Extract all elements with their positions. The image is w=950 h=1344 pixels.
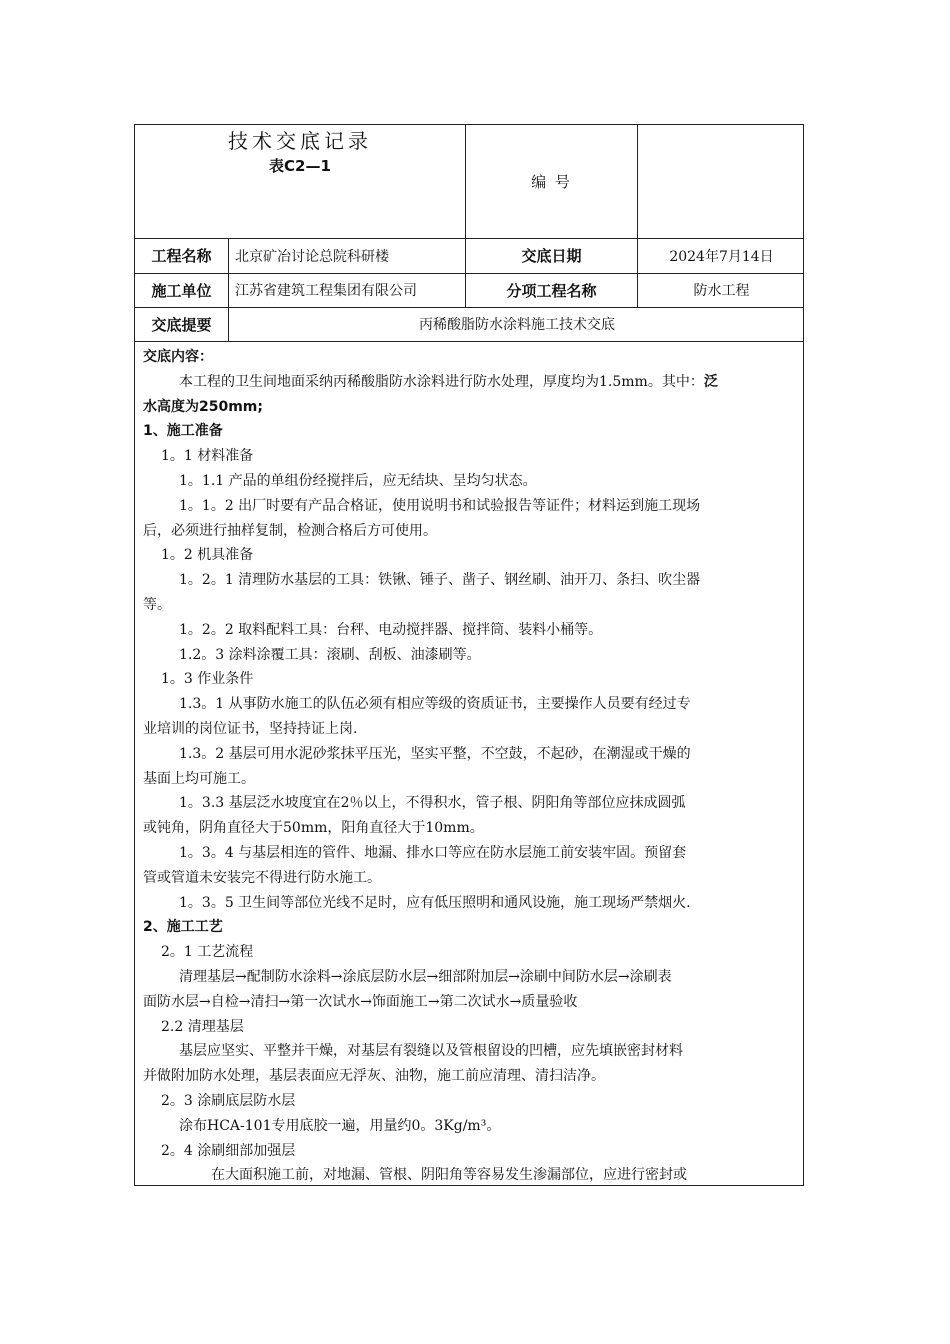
- paragraph: 1。1.1 产品的单组份经搅拌后，应无结块、呈均匀状态。: [179, 472, 537, 489]
- section-heading: 2、施工工艺: [143, 919, 223, 936]
- number-value: [638, 125, 805, 238]
- paragraph: 涂布HCA-101专用底胶一遍，用量约0。3Kg/m³。: [179, 1117, 501, 1134]
- content-heading: 交底内容：: [143, 349, 213, 365]
- intro-text: 本工程的卫生间地面采纳丙稀酸脂防水涂料进行防水处理，厚度均为1.5mm。其中：: [179, 373, 704, 390]
- paragraph: 基层应坚实、平整并干燥，对基层有裂缝以及管根留设的凹槽，应先填嵌密封材料: [179, 1043, 683, 1060]
- paragraph: 1。1。2 出厂时要有产品合格证，使用说明书和试验报告等证件；材料运到施工现场: [179, 497, 701, 514]
- disclosure-content: [143, 345, 795, 1188]
- subproject-value: 防水工程: [693, 283, 750, 299]
- form-number: 表C2—1: [269, 157, 331, 175]
- paragraph: 水高度为250mm;: [143, 398, 263, 415]
- paragraph: 基面上均可施工。: [143, 770, 255, 787]
- paragraph: 等。: [143, 596, 171, 613]
- paragraph: 业培训的岗位证书，坚持持证上岗.: [143, 720, 358, 737]
- technical-disclosure-form: [134, 124, 804, 1186]
- paragraph: 1.3。2 基层可用水泥砂浆抹平压光，坚实平整，不空鼓，不起砂，在潮湿或干燥的: [179, 745, 691, 762]
- project-name-label: 工程名称: [151, 247, 212, 265]
- contractor-label: 施工单位: [151, 281, 212, 300]
- paragraph: 并做附加防水处理，基层表面应无浮灰、油物，施工前应清理、清扫洁净。: [143, 1068, 605, 1085]
- number-label: 编 号: [531, 173, 572, 191]
- paragraph: 管或管道未安装完不得进行防水施工。: [143, 869, 381, 886]
- paragraph: 面防水层→自检→清扫→第一次试水→饰面施工→第二次试水→质量验收: [143, 993, 578, 1010]
- subsection-heading: 1。1 材料准备: [161, 448, 254, 465]
- paragraph: 1。2。1 清理防水基层的工具：铁锹、锤子、凿子、钢丝刷、油开刀、条扫、吹尘器: [179, 572, 701, 589]
- form-title: 技术交底记录: [228, 129, 372, 153]
- contractor-value: 江苏省建筑工程集团有限公司: [235, 283, 417, 299]
- subsection-heading: 2。3 涂刷底层防水层: [161, 1092, 296, 1109]
- date-label: 交底日期: [521, 247, 582, 265]
- subproject-label: 分项工程名称: [506, 281, 597, 300]
- paragraph: 1。3.3 基层泛水坡度宜在2％以上，不得积水，管子根、阴阳角等部位应抹成圆弧: [179, 795, 686, 812]
- subsection-heading: 2。4 涂刷细部加强层: [161, 1142, 296, 1159]
- summary-value: 丙稀酸脂防水涂料施工技术交底: [419, 317, 615, 333]
- paragraph: 或钝角，阴角直径大于50mm，阳角直径大于10mm。: [143, 820, 484, 837]
- subsection-heading: 1。3 作业条件: [161, 671, 254, 688]
- paragraph: 后，必须进行抽样复制，检测合格后方可使用。: [143, 522, 437, 539]
- row-divider: [135, 341, 803, 342]
- subsection-heading: 1。2 机具准备: [161, 547, 254, 564]
- intro-emphasis: 泛: [703, 373, 718, 390]
- paragraph: 1.3。1 从事防水施工的队伍必须有相应等级的资质证书，主要操作人员要有经过专: [179, 696, 691, 713]
- paragraph: 在大面积施工前，对地漏、管根、阴阳角等容易发生渗漏部位，应进行密封或: [211, 1167, 687, 1184]
- summary-label: 交底提要: [151, 315, 212, 334]
- paragraph: 1.2。3 涂料涂覆工具：滚刷、刮板、油漆刷等。: [179, 646, 481, 663]
- section-heading: 1、施工准备: [143, 423, 223, 440]
- paragraph: [143, 370, 795, 395]
- subsection-heading: 2.2 清理基层: [161, 1018, 244, 1035]
- paragraph: 1。2。2 取料配料工具：台秤、电动搅拌器、搅拌筒、装料小桶等。: [179, 621, 603, 638]
- subsection-heading: 2。1 工艺流程: [161, 944, 254, 961]
- paragraph: 清理基层→配制防水涂料→涂底层防水层→细部附加层→涂刷中间防水层→涂刷表: [179, 968, 672, 985]
- paragraph: 1。3。5 卫生间等部位光线不足时，应有低压照明和通风设施，施工现场严禁烟火.: [179, 894, 691, 911]
- date-value: 2024年7月14日: [669, 248, 774, 265]
- paragraph: 1。3。4 与基层相连的管件、地漏、排水口等应在防水层施工前安装牢固。预留套: [179, 844, 687, 861]
- project-name-value: 北京矿冶讨论总院科研楼: [235, 248, 389, 265]
